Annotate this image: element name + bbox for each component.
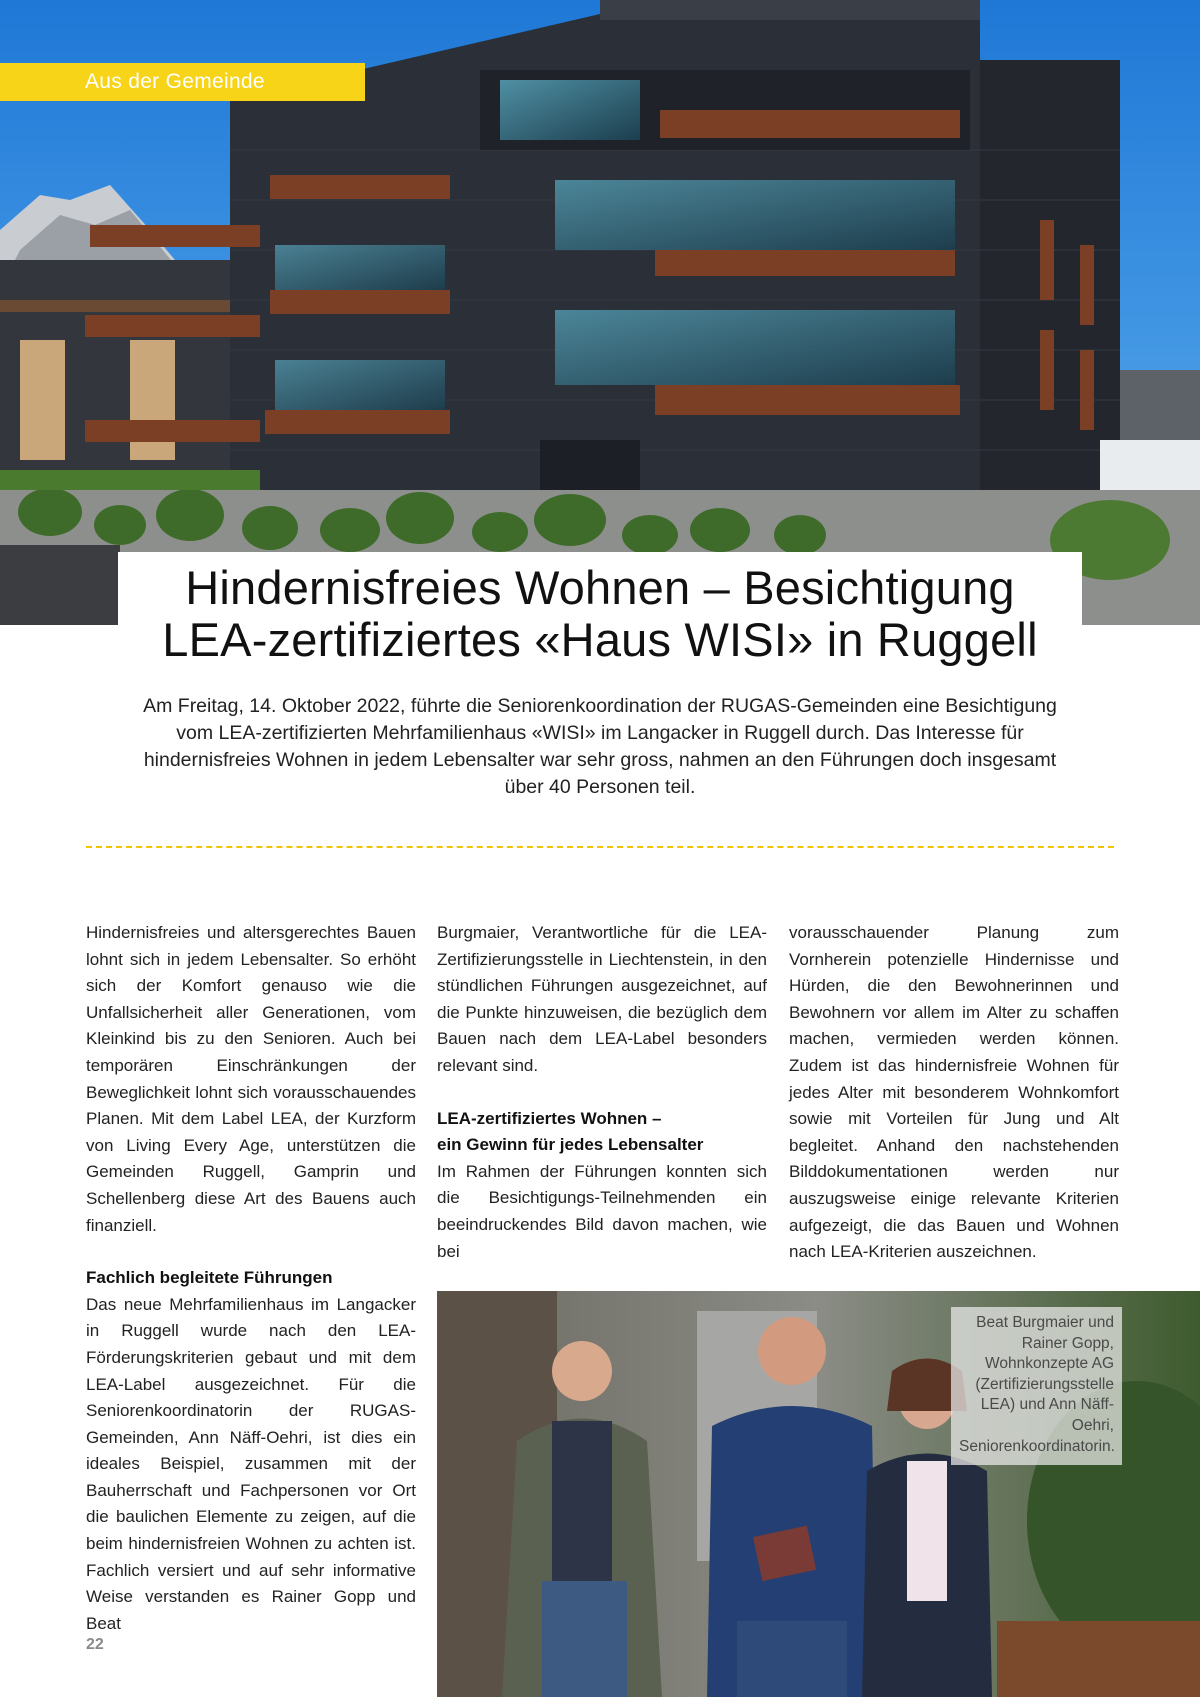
col1-paragraph-1: Hindernisfreies und altersgerechtes Bauen lohnt sich in jedem Lebensalter. So erhöht sich der Komfort genauso wie die Unfallsicherheit aller Generationen, vom Kleinkind bis zu den Senioren. Auch bei temporären Einschränkungen der Beweglichkeit lohnt sich vorausschauendes Planen. Mit dem Label LEA, der Kurzform von Living Every Age, unterstützen die Gemeinden Ruggell, Gamprin und Schellenberg diese Art des Bauens auch finanziell. (86, 923, 416, 1235)
col1-heading: Fachlich begleitete Führungen (86, 1268, 333, 1288)
portrait-photo (437, 1291, 1200, 1697)
section-tag: Aus der Gemeinde (0, 63, 365, 101)
col3-paragraph-1: vorausschauender Planung zum Vornherein potenzielle Hindernisse und Hürden, die den Bewohnerinnen und Bewohnern vor allem im Alter zu schaffen machen, vermieden werden können. Zudem ist das hindernisfreie Wohnen für jedes Alter mit besonderem Wohnkomfort sowie mit Vorteilen für Jung und Alt begleitet. Anhand den nachstehenden Bilddokumentationen werden nur auszugsweise einige relevante Kriterien aufgezeigt, die das Bauen und Wohnen nach LEA-Kriterien auszeichnen. (789, 923, 1119, 1262)
hero-photo (0, 0, 1200, 625)
title-box (118, 552, 1082, 682)
col2-heading-line-1: LEA-zertifiziertes Wohnen – (437, 1108, 662, 1128)
title-line-2: LEA-zertifiziertes «Haus WISI» in Ruggell (162, 613, 1038, 666)
lead-paragraph: Am Freitag, 14. Oktober 2022, führte die Seniorenkoordination der RUGAS-Gemeinden eine Besichtigung vom LEA-zertifizierten Mehrfamilienhaus «WISI» im Langacker in Ruggell durch. Das Interesse für hindernisfreies Wohnen in jedem Lebensalter war sehr gross, nahmen an den Führungen doch insgesamt über 40 Personen teil. (143, 695, 1057, 798)
col1-paragraph-2: Das neue Mehrfamilienhaus im Langacker in Ruggell wurde nach den LEA-Förderungskriterien gebaut und mit dem LEA-Label ausgezeichnet. Für die Seniorenkoordinatorin der RUGAS-Gemeinden, Ann Näff-Oehri, ist dies ein ideales Beispiel, zusammen mit der Bauherrschaft und Fachpersonen vor Ort die baulichen Elemente zu zeigen, auf die beim hindernisfreien Wohnen zu achten ist. Fachlich versiert und auf sehr informative Weise verstanden es Rainer Gopp und Beat (86, 1294, 416, 1633)
col2-paragraph-2: Im Rahmen der Führungen konnten sich die Besichtigungs-Teilnehmenden ein beeindruckendes Bild davon machen, wie bei (437, 1161, 767, 1261)
col2-heading (437, 1106, 767, 1159)
page-number: 22 (86, 1636, 104, 1653)
text-column-3 (789, 920, 1119, 1266)
text-column-2 (437, 920, 767, 1265)
photo-caption: Beat Burgmaier und Rainer Gopp, Wohnkonzepte AG (Zertifizierungsstelle LEA) und Ann Näff-Oehri, Seniorenkoordinatorin. (951, 1307, 1122, 1465)
dashed-divider (86, 846, 1114, 848)
text-column-1 (86, 920, 416, 1637)
col2-paragraph-1: Burgmaier, Verantwortliche für die LEA-Zertifizierungsstelle in Liechtenstein, in den stündlichen Führungen ausgezeichnet, auf die Punkte hinzuweisen, die bezüglich dem Bauen nach dem LEA-Label besonders relevant sind. (437, 923, 767, 1075)
title-line-1: Hindernisfreies Wohnen – Besichtigung (185, 561, 1015, 614)
col2-heading-line-2: ein Gewinn für jedes Lebensalter (437, 1135, 704, 1155)
page-title (118, 552, 1082, 666)
